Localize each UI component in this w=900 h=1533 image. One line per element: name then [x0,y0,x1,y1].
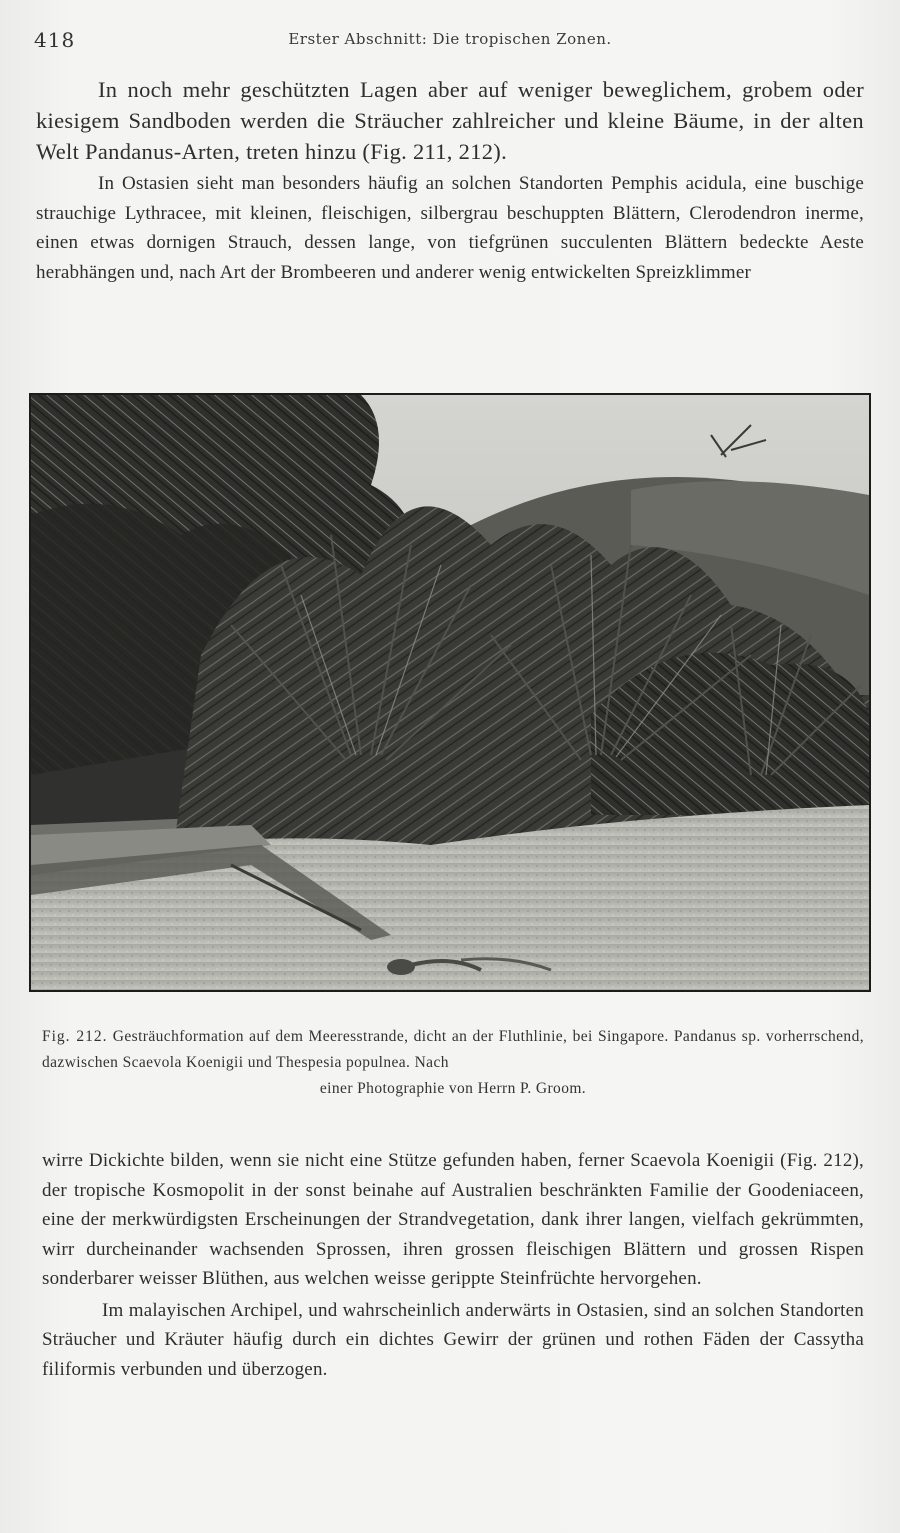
paragraph-ostasien: In Ostasien sieht man besonders häufig an solchen Standorten Pemphis acidula, eine buschige strauchige Lythracee, mit kleinen, fleischigen, silbergrau beschuppten Blättern, Clerodendron inerme, einen etwas dornigen Strauch, dessen lange, von tiefgrünen succulenten Blättern bedeckte Aeste herabhängen und, nach Art der Brombeeren und anderer wenig entwickelten Spreizklimmer [36,173,864,283]
caption-text: Gesträuchformation auf dem Meeresstrande, dicht an der Fluthlinie, bei Singapore. Pandanus sp. vorherrschend, dazwischen Scaevola Koenigii und Thespesia populnea. Nach [42,1028,865,1071]
page-number: 418 [34,28,76,52]
paragraph-sandboden: In noch mehr geschützten Lagen aber auf weniger beweglichem, grobem oder kiesigem Sandboden werden die Sträucher zahlreicher und kleine Bäume, in der alten Welt Pandanus-Arten, treten hinzu (Fig. 211, 212). [36,77,864,164]
figure-caption [42,1024,864,1102]
caption-source: einer Photographie von Herrn P. Groom. [319,1080,587,1097]
running-head: Erster Abschnitt: Die tropischen Zonen. [288,30,612,48]
bottom-text-block [42,1146,864,1384]
figure-label: Fig. 212. [42,1028,108,1045]
top-text-block [36,74,864,287]
photograph-illustration [31,395,869,990]
page-header [34,28,866,56]
paragraph-cassytha: Im malayischen Archipel, und wahrscheinlich anderwärts in Ostasien, sind an solchen Standorten Sträucher und Kräuter häufig durch ein dichtes Gewirr der grünen und rothen Fäden der Cassytha filiformis verbunden und überzogen. [42,1299,864,1380]
paragraph-scaevola: wirre Dickichte bilden, wenn sie nicht eine Stütze gefunden haben, ferner Scaevola Koenigii (Fig. 212), der tropische Kosmopolit in der sonst beinahe auf Australien beschränkten Familie der Goodeniaceen, eine der merkwürdigsten Erscheinungen der Strandvegetation, dank ihrer langen, vielfach gekrümmten, wirr durcheinander wachsenden Sprossen, ihren grossen fleischigen Blättern und grossen Rispen sonderbarer weisser Blüthen, aus welchen weisse gerippte Steinfrüchte hervorgehen. [42,1150,864,1289]
figure-212-photograph [29,393,871,992]
